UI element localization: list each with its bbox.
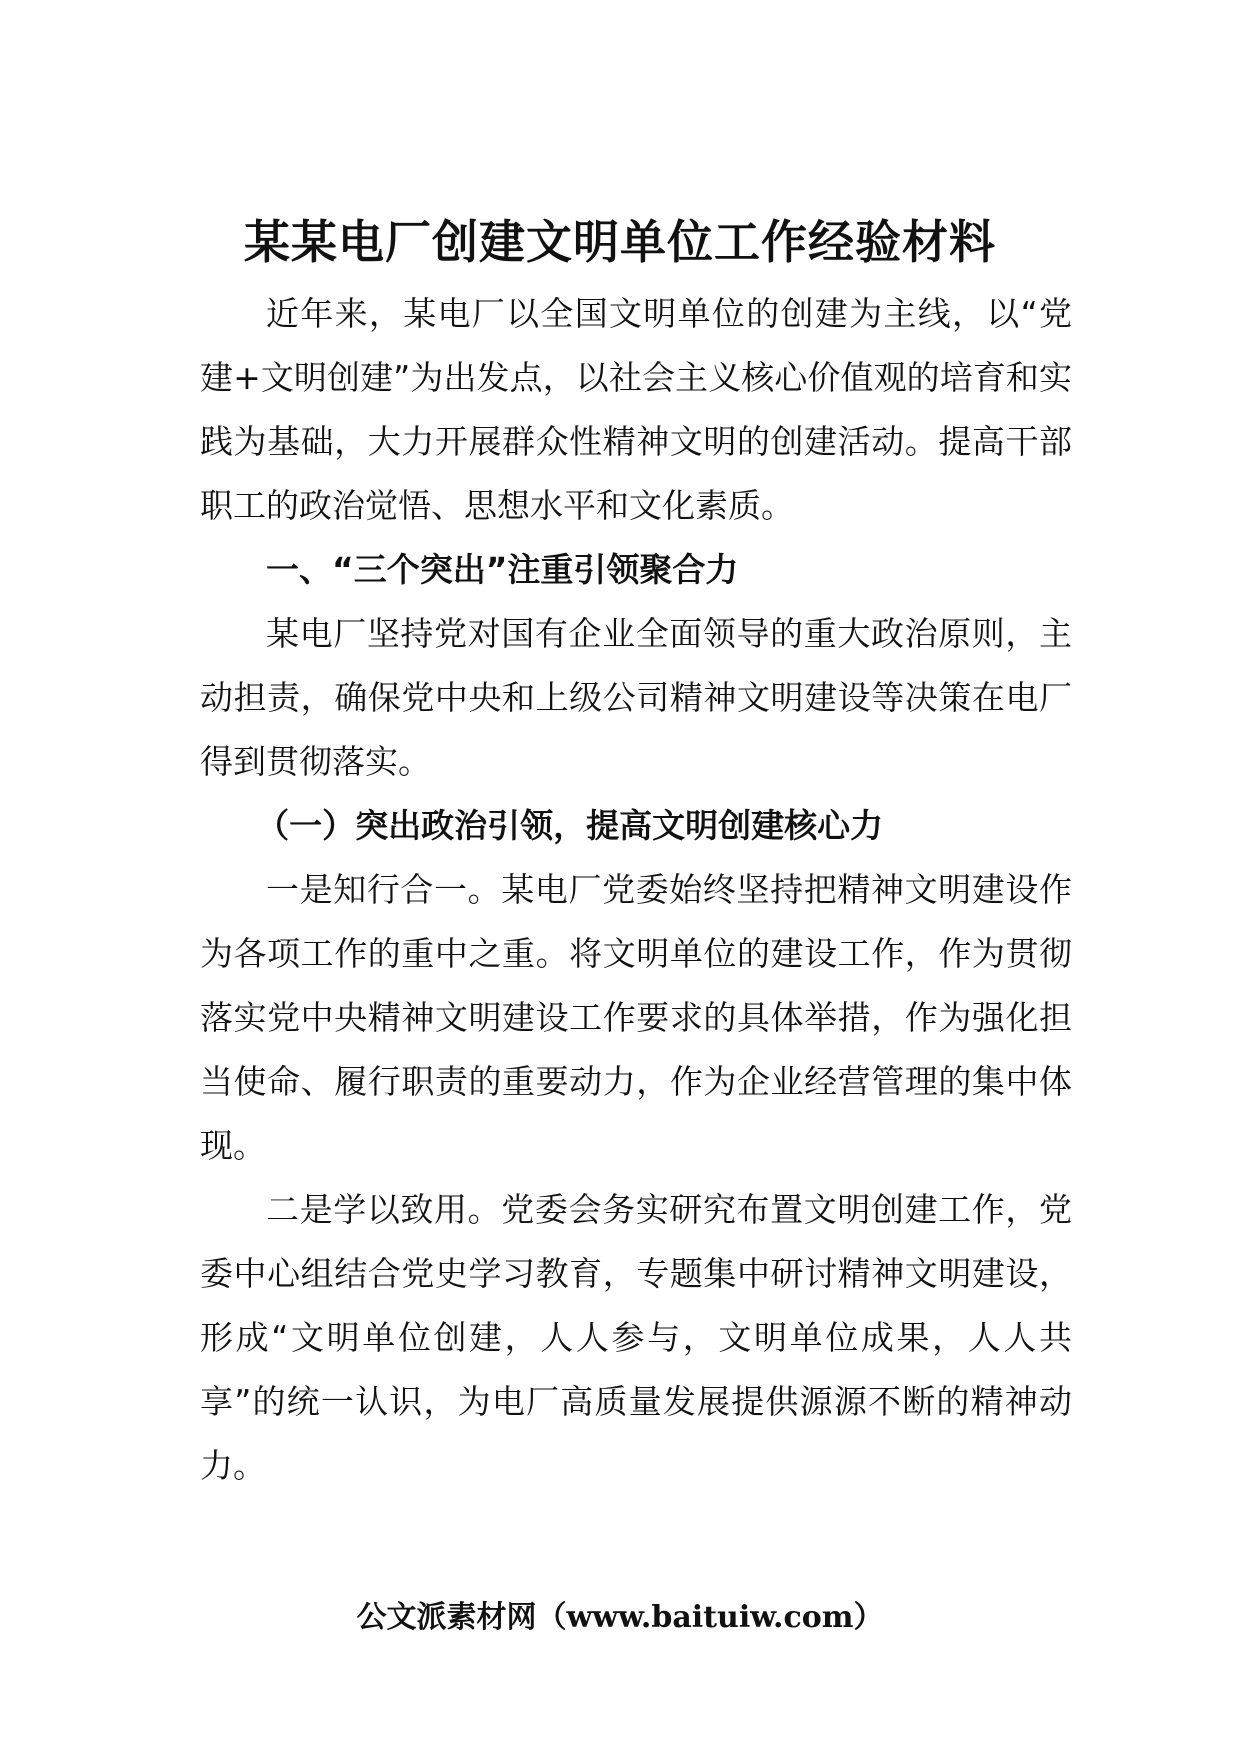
body-paragraph: 某电厂坚持党对国有企业全面领导的重大政治原则，主动担责，确保党中央和上级公司精神文明建设等决策在电厂得到贯彻落实。 <box>200 614 1072 781</box>
section-heading: 一、“三个突出”注重引领聚合力 <box>266 550 739 589</box>
intro-paragraph: 近年来，某电厂以全国文明单位的创建为主线，以“党建+文明创建”为出发点，以社会主义核心价值观的培育和实践为基础，大力开展群众性精神文明的创建活动。提高干部职工的政治觉悟、思想水平和文化素质。 <box>200 294 1072 525</box>
body-paragraph: 二是学以致用。党委会务实研究布置文明创建工作，党委中心组结合党史学习教育，专题集中研讨精神文明建设，形成“文明单位创建，人人参与，文明单位成果，人人共享”的统一认识，为电厂高质量发展提供源源不断的精神动力。 <box>200 1190 1072 1485</box>
subsection-heading: （一）突出政治引领，提高文明创建核心力 <box>256 806 884 845</box>
body-paragraph: 一是知行合一。某电厂党委始终坚持把精神文明建设作为各项工作的重中之重。将文明单位的建设工作，作为贯彻落实党中央精神文明建设工作要求的具体举措，作为强化担当使命、履行职责的重要动力，作为企业经营管理的集中体现。 <box>200 870 1072 1165</box>
footer-watermark: 公文派素材网（www.baituiw.com） <box>356 1600 884 1635</box>
document-body <box>200 282 1072 1498</box>
document-title: 某某电厂创建文明单位工作经验材料 <box>244 215 996 269</box>
